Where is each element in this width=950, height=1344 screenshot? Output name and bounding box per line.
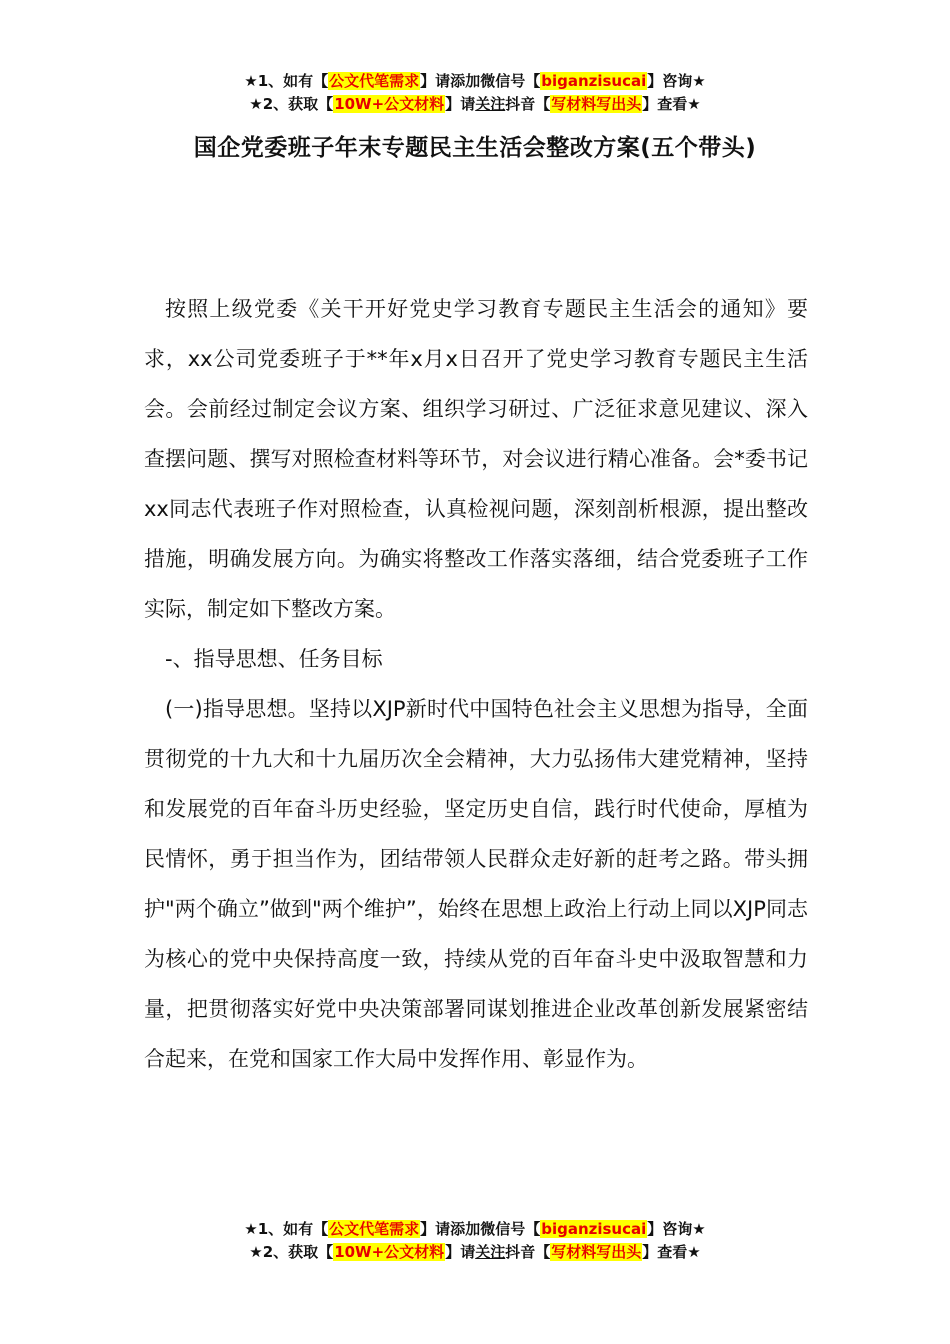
promo-text: 】咨询★ — [647, 1220, 706, 1238]
promo-text: ★1、如有【 — [244, 1220, 329, 1238]
promo-banner-bottom — [0, 1218, 950, 1264]
promo-emphasis: 关注 — [475, 1243, 506, 1261]
promo-text: 】咨询★ — [647, 72, 706, 90]
document-body — [144, 284, 808, 1084]
promo-highlight: 公文代笔需求 — [329, 1220, 420, 1238]
promo-banner-top — [0, 70, 950, 116]
promo-highlight: 公文代笔需求 — [329, 72, 420, 90]
promo-line-1 — [0, 70, 950, 93]
promo-text: 】请添 — [420, 72, 466, 90]
promo-text: 】请 — [445, 95, 476, 113]
promo-text: 微信号【 — [480, 72, 541, 90]
promo-text: 抖音【 — [505, 1243, 551, 1261]
document-title: 国企党委班子年末专题民主生活会整改方案(五个带头) — [193, 135, 757, 161]
promo-text: 】查看★ — [642, 95, 701, 113]
promo-highlight: biganzisucai — [541, 1220, 647, 1238]
promo-text: 抖音【 — [505, 95, 551, 113]
promo-text: ★2、获取【 — [249, 95, 334, 113]
promo-emphasis: 加 — [465, 72, 481, 90]
paragraph-guiding-ideology: (一)指导思想。坚持以XJP新时代中国特色社会主义思想为指导，全面贯彻党的十九大和十九届历次全会精神，大力弘扬伟大建党精神，坚持和发展党的百年奋斗历史经验，坚定历史自信，践行时代使命，厚植为民情怀，勇于担当作为，团结带领人民群众走好新的赶考之路。带头拥护"两个确立”做到"两个维护”，始终在思想上政治上行动上同以XJP同志为核心的党中央保持高度一致，持续从党的百年奋斗史中汲取智慧和力量，把贯彻落实好党中央决策部署同谋划推进企业改革创新发展紧密结合起来，在党和国家工作大局中发挥作用、彰显作为。 — [144, 697, 808, 1071]
promo-text: ★1、如有【 — [244, 72, 329, 90]
promo-text: 】请添 — [420, 1220, 466, 1238]
promo-emphasis: 关注 — [475, 95, 506, 113]
promo-line-1 — [0, 1218, 950, 1241]
promo-highlight: 写材料写出头 — [551, 95, 642, 113]
promo-text: ★2、获取【 — [249, 1243, 334, 1261]
promo-text: 】请 — [445, 1243, 476, 1261]
promo-highlight: biganzisucai — [541, 72, 647, 90]
section-heading: -、指导思想、任务目标 — [165, 647, 383, 671]
promo-text: 】查看★ — [642, 1243, 701, 1261]
promo-text: 微信号【 — [480, 1220, 541, 1238]
paragraph-intro: 按照上级党委《关干开好党史学习教育专题民主生活会的通知》要求，xx公司党委班子于**年x月x日召开了党史学习教育专题民主生活会。会前经过制定会议方案、组织学习研过、广泛征求意见建议、深入查摆问题、撰写对照检查材料等环节，对会议进行精心准备。会*委书记xx同志代表班子作对照检查，认真检视问题，深刻剖析根源，提出整改措施，明确发展方向。为确实将整改工作落实落细，结合党委班子工作实际，制定如下整改方案。 — [144, 297, 808, 621]
promo-highlight: 10W+公文材料 — [334, 1243, 445, 1261]
promo-emphasis: 加 — [465, 1220, 481, 1238]
promo-line-2 — [0, 1241, 950, 1264]
promo-line-2 — [0, 93, 950, 116]
promo-highlight: 10W+公文材料 — [334, 95, 445, 113]
promo-highlight: 写材料写出头 — [551, 1243, 642, 1261]
